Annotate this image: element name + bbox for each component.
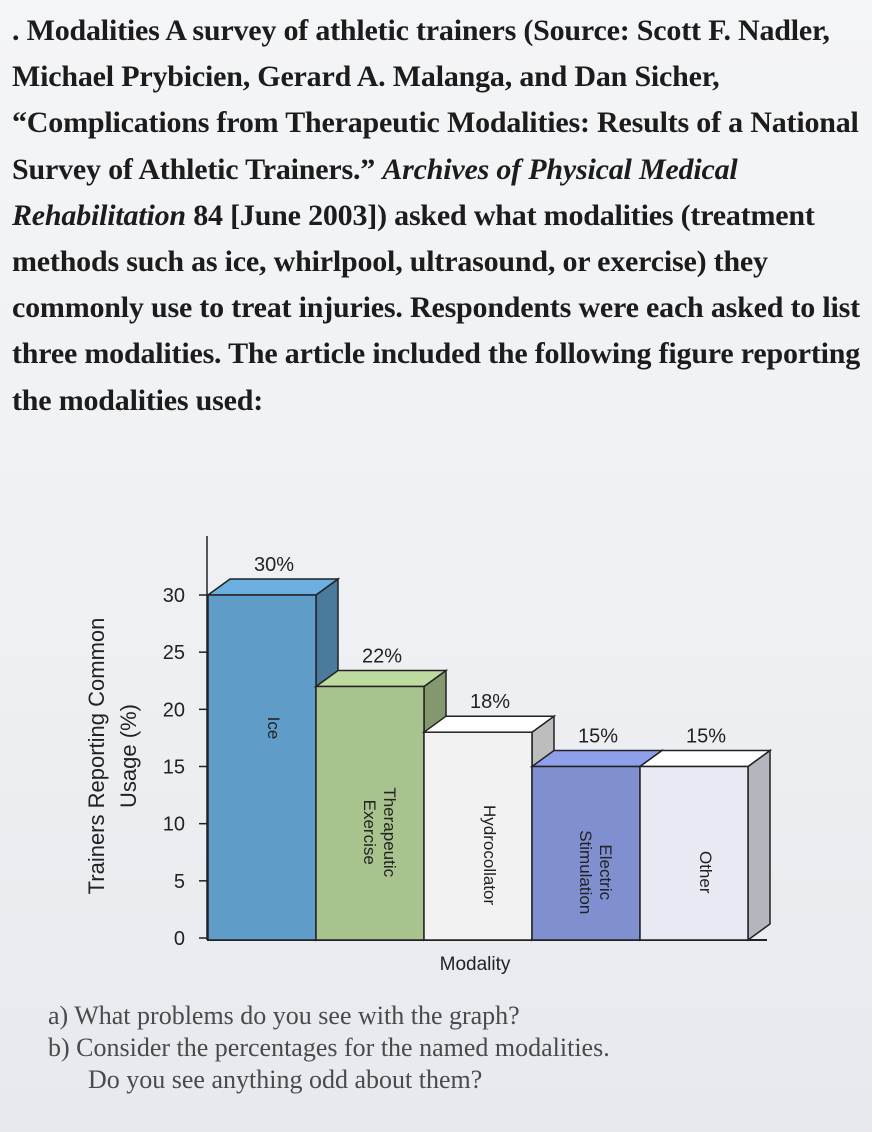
y-tick-label: 5 (173, 870, 185, 893)
bar-value-label: 15% (577, 725, 619, 748)
question-a: a) What problems do you see with the graph? (48, 1001, 520, 1030)
question-b-continued: Do you see anything odd about them? (88, 1065, 483, 1094)
bar (640, 767, 748, 941)
y-tick-label: 20 (162, 699, 185, 722)
bar-value-label: 30% (253, 554, 295, 576)
modalities-bar-chart (0, 528, 872, 988)
bar-category-label-line1: Electric (596, 844, 615, 901)
y-tick-label: 30 (162, 585, 185, 607)
question-b: b) Consider the percentages for the named modalities. (48, 1033, 610, 1062)
bar-category-label-line1: Therapeutic (380, 787, 399, 878)
bar-value-label: 22% (361, 645, 403, 668)
bar-category-label: Ice (264, 716, 283, 740)
bar-top (424, 716, 554, 732)
bar-category-label: Other (696, 850, 715, 894)
bar (424, 732, 532, 940)
y-tick-label: 10 (162, 813, 185, 836)
y-tick-label: 15 (162, 756, 185, 779)
bar-top (316, 670, 446, 686)
problem-bullet: . (12, 14, 27, 47)
journal-title: Archives of Physical Medical Rehabilitation (12, 152, 738, 232)
bar-value-label: 15% (685, 725, 727, 748)
bar-category-label-line2: Exercise (360, 799, 379, 865)
bar-side (748, 751, 770, 941)
bar-top (208, 579, 338, 595)
problem-statement (12, 8, 862, 424)
bar-category-label: Hydrocollator (480, 805, 499, 906)
y-tick-label: 25 (162, 642, 185, 665)
bar-value-label: 18% (469, 691, 511, 714)
problem-lead: Modalities (26, 14, 160, 47)
questions (48, 1000, 848, 1096)
bar-top (640, 751, 770, 767)
y-axis-label-line1: Trainers Reporting Common (84, 617, 109, 895)
bar (208, 595, 316, 940)
problem-text-2: 84 [June 2003]) asked what modalities (treatment methods such as ice, whirlpool, ultrasound, or exercise) they commonly use to treat injuries. Respondents were each asked to list three modalities. The article included the following figure reporting the modalities used: (12, 198, 861, 417)
y-tick-label: 0 (173, 928, 185, 950)
x-axis-label: Modality (439, 954, 511, 975)
y-axis-label-line2: Usage (%) (116, 704, 141, 808)
problem-text-1: A survey of athletic trainers (Source: Scott F. Nadler, Michael Prybicien, Gerard A. Malanga, and Dan Sicher, “Complications from Therapeutic Modalities: Results of a National Survey of Athletic Trainers.” (12, 14, 859, 186)
bar-category-label-line2: Stimulation (576, 830, 595, 915)
